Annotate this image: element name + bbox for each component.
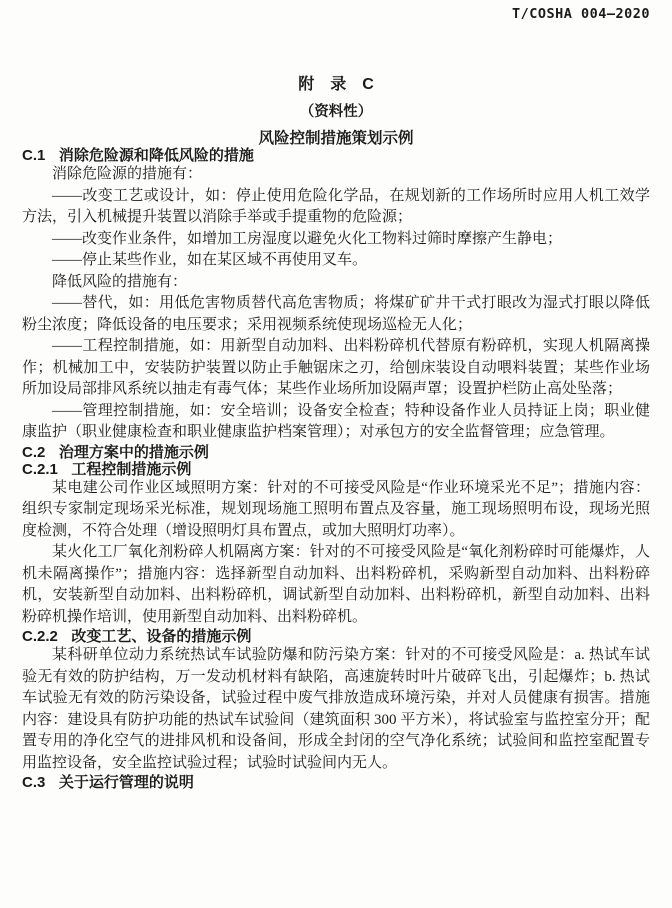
appendix-informative-note: （资料性）: [299, 104, 373, 120]
list-item-dash: ——改变工艺或设计，如：停止使用危险化学品，在规划新的工作场所时应用人机工效学方法，引入机械提升装置以消除手举或手提重物的危险源；: [22, 187, 650, 225]
section-heading-c2-2: [22, 628, 650, 645]
section-number: C.2: [22, 443, 46, 461]
standard-number: T/COSHA 004—2020: [511, 6, 650, 22]
section-heading-c2: [22, 444, 650, 461]
section-title: 治理方案中的措施示例: [58, 443, 209, 461]
section-number: C.1: [22, 147, 46, 164]
section-title: 改变工艺、设备的措施示例: [71, 628, 252, 645]
section-title: 消除危险源和降低风险的措施: [58, 147, 254, 164]
appendix-title-block: [22, 76, 650, 147]
list-item-dash: ——工程控制措施，如：用新型自动加料、出料粉碎机代替原有粉碎机，实现人机隔离操作；机械加工中，安装防护装置以防止手触锯床之刃，给刨床装设自动喂料装置；某些作业场所加设局部排风系统以抽走有毒气体；某些作业场所加设隔声罩；设置护栏防止高处坠落；: [22, 338, 650, 397]
list-item-dash: ——停止某些作业，如在某区域不再使用叉车。: [52, 252, 368, 268]
section-number: C.3: [22, 774, 46, 791]
section-title: 工程控制措施示例: [71, 460, 192, 478]
section-number: C.2.2: [22, 628, 58, 645]
appendix-label: 附 录 C: [298, 76, 374, 93]
list-item-dash: ——管理控制措施，如：安全培训；设备安全检查；特种设备作业人员持证上岗；职业健康监护（职业健康检查和职业健康监护档案管理）；对承包方的安全监督管理；应急管理。: [22, 402, 650, 440]
section-number: C.2.1: [22, 460, 58, 478]
section-heading-c2-1: [22, 461, 650, 478]
section-title: 关于运行管理的说明: [58, 774, 194, 791]
list-item-dash: ——改变作业条件，如增加工房湿度以避免火化工物料过筛时摩擦产生静电；: [52, 230, 563, 247]
section-heading-c1: [22, 147, 650, 164]
appendix-subject-title: 风险控制措施策划示例: [258, 130, 414, 147]
list-item-dash: ——替代，如：用低危害物质替代高危害物质；将煤矿矿井干式打眼改为湿式打眼以降低粉尘浓度；降低设备的电压要求；采用视频系统使现场巡检无人化；: [22, 295, 650, 333]
paragraph: 某电建公司作业区域照明方案：针对的不可接受风险是“作业环境采光不足”；措施内容：组织专家制定现场采光标准，规划现场施工照明布置点及容量，施工现场照明布设，现场光照度检测，不符合处理（增设照明灯具布置点，或加大照明灯功率）。: [22, 479, 650, 539]
paragraph: 消除危险源的措施有：: [52, 166, 203, 182]
paragraph: 某火化工厂氧化剂粉碎人机隔离方案：针对的不可接受风险是“氧化剂粉碎时可能爆炸，人机未隔离操作”；措施内容：选择新型自动加料、出料粉碎机，采购新型自动加料、出料粉碎机，安装新型自动加料、出料粉碎机，调试新型自动加料、出料粉碎机，新型自动加料、出料粉碎机操作培训，使用新型自动加料、出料粉碎机。: [22, 544, 650, 625]
paragraph: 降低风险的措施有：: [52, 273, 188, 290]
paragraph: 某科研单位动力系统热试车试验防爆和防污染方案：针对的不可接受风险是：a. 热试车试验无有效的防护结构，万一发动机材料有缺陷，高速旋转时叶片破碎飞出，引起爆炸；b. 热试车试验无有效的防污染设备，试验过程中废气排放造成环境污染，并对人员健康有损害。措施内容：建设具有防护功能的热试车试验间（建筑面积 300 平方米），将试验室与监控室分开；配置专用的净化空气的进排风机和设备间，形成全封闭的空气净化系统；试验间和监控室配置专用监控设备，安全监控试验过程；试验时试验间内无人。: [22, 647, 650, 771]
section-heading-c3: [22, 774, 650, 791]
